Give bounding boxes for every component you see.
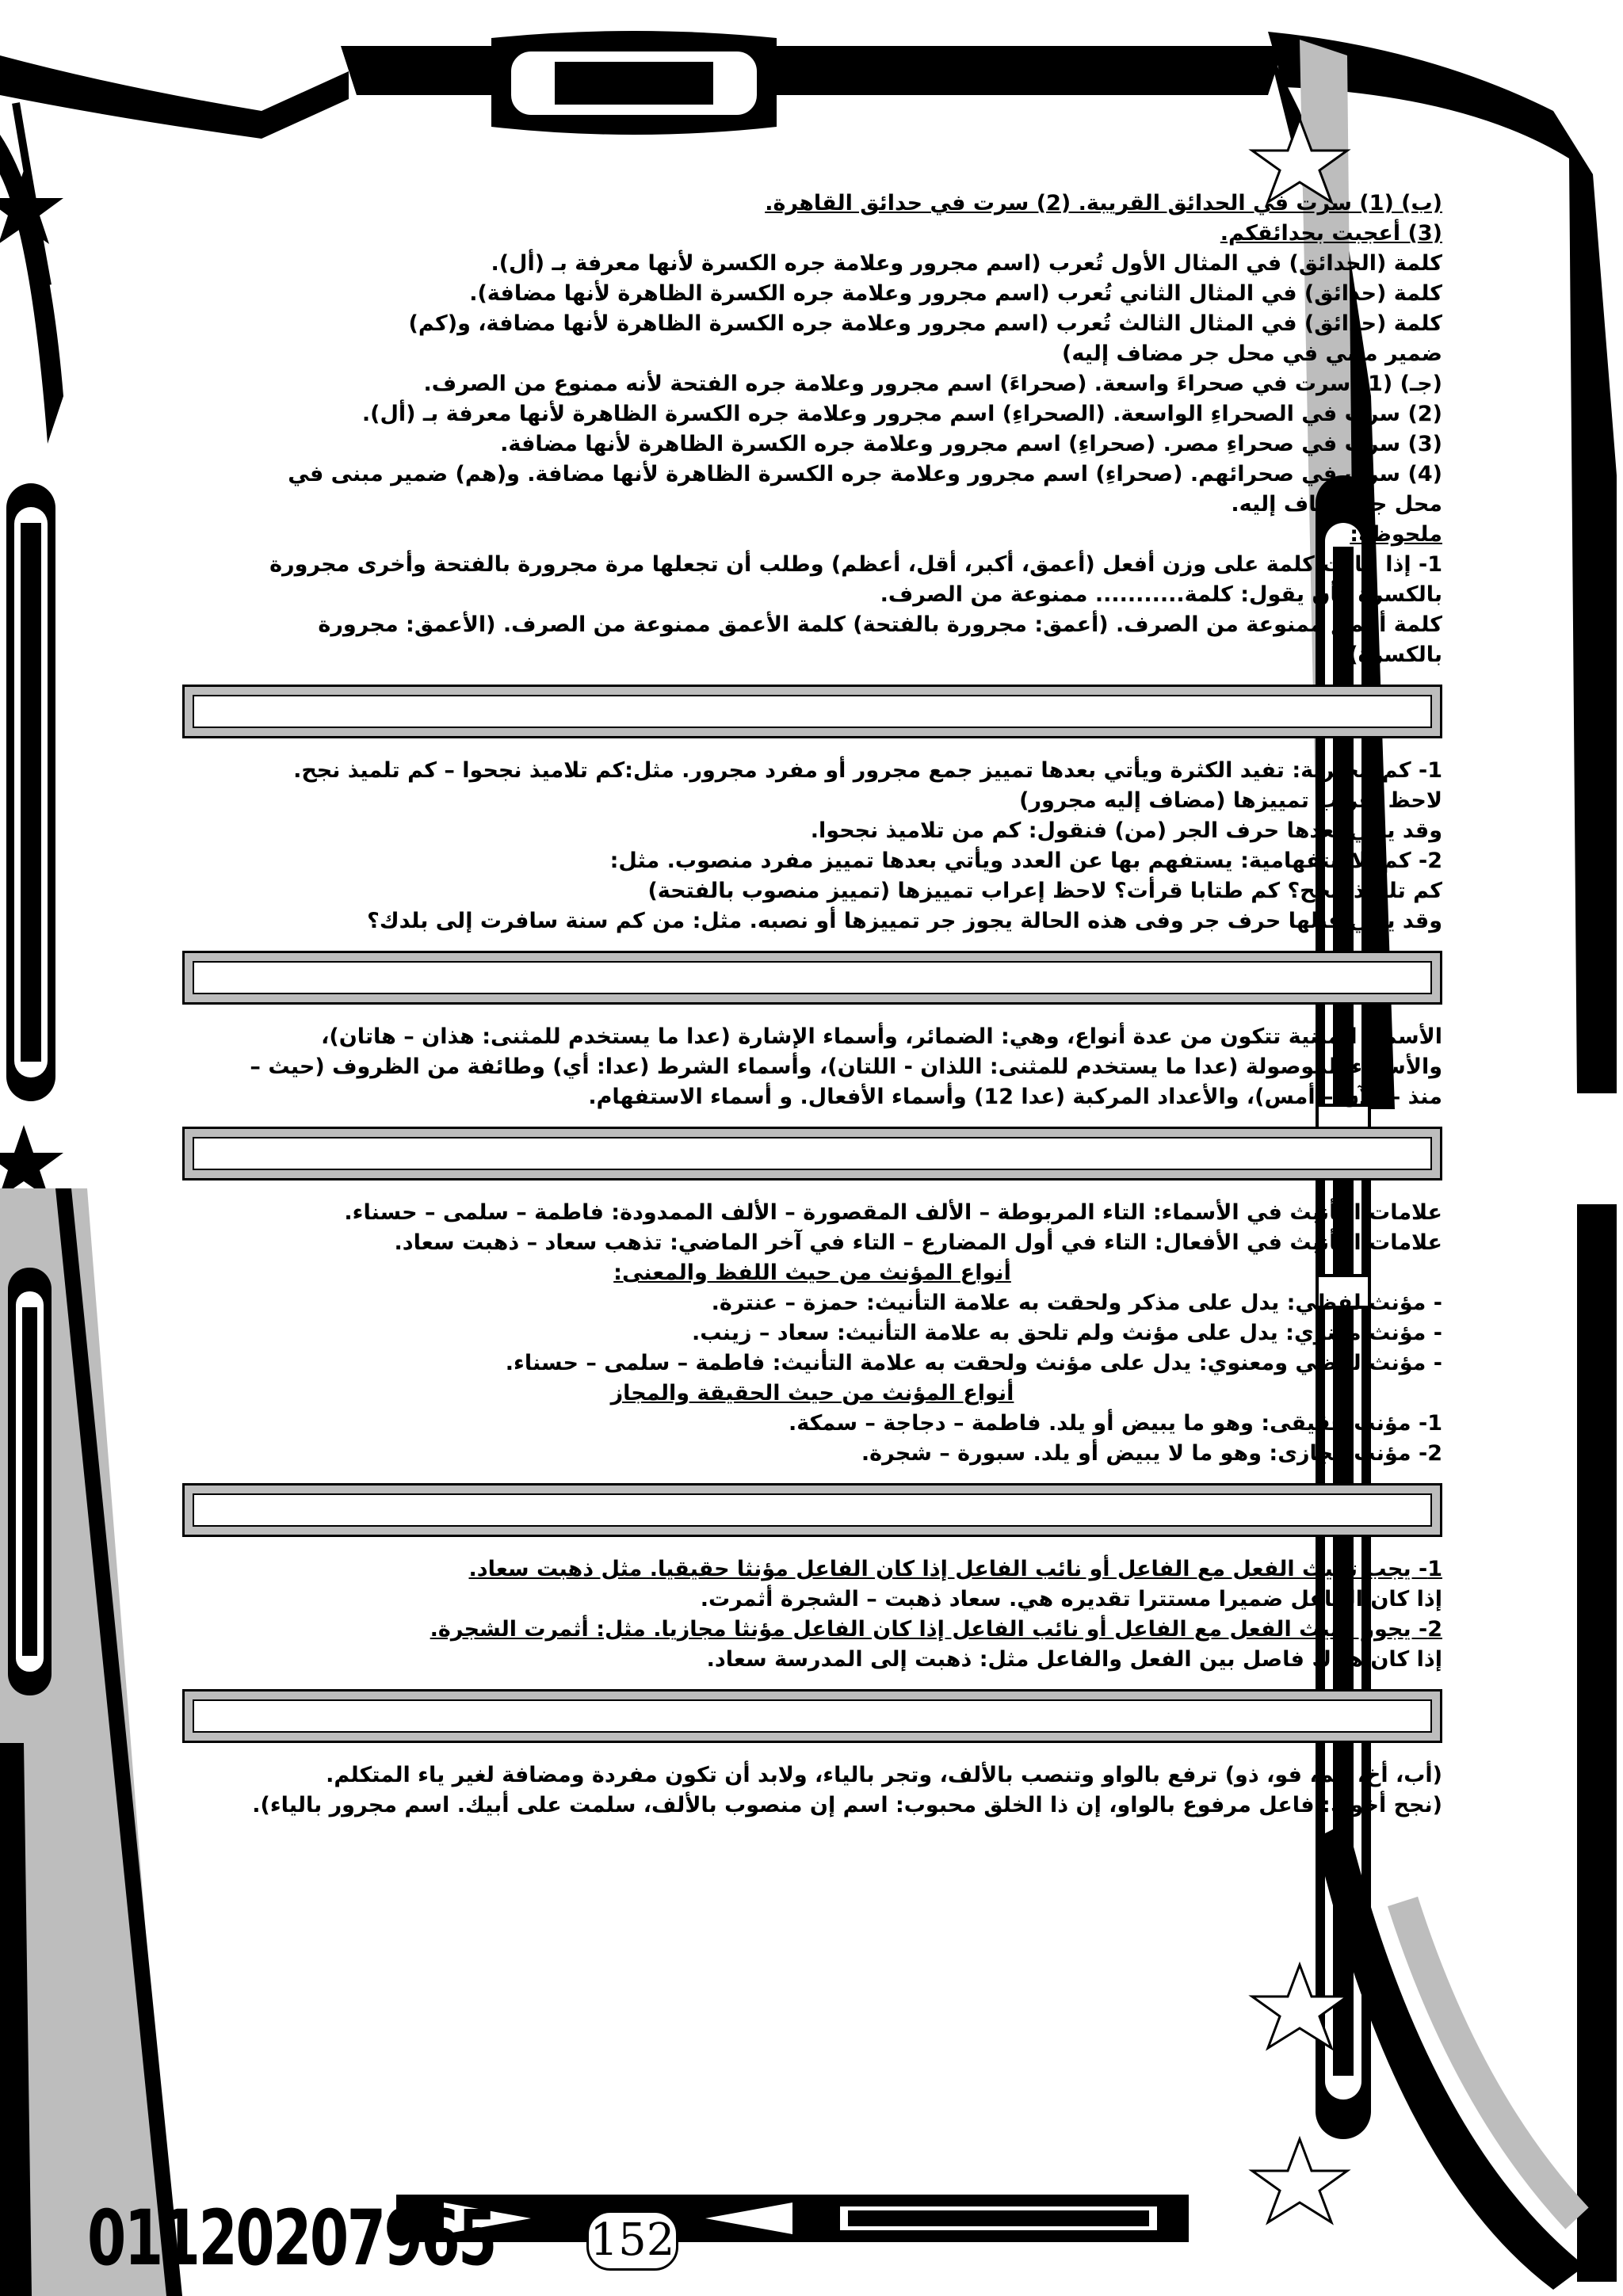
text-line: - مؤنث لفظي: يدل على مذكر ولحقت به علامة التأنيث: حمزة – عنترة. xyxy=(711,1291,1442,1315)
text-line: كلمة (الحدائق) في المثال الأول تُعرب (اسم مجرور وعلامة جره الكسرة لأنها معرفة بـ (أل). xyxy=(491,251,1442,276)
page-number: 152 xyxy=(586,2210,678,2271)
text-line: الأسماء المبنية تتكون من عدة أنواع، وهي: الضمائر، وأسماء الإشارة (عدا ما يستخدم للمثنى: هذان – هاتان)، xyxy=(321,1024,1442,1049)
text-line: - مؤنث لفظي ومعنوي: يدل على مؤنث ولحقت به علامة التأنيث: فاطمة – سلمى – حسناء. xyxy=(505,1351,1442,1375)
text-line: بالكسرة) xyxy=(1348,643,1442,667)
text-line: (4) سرت في صحرائهم. (صحراءِ) اسم مجرور وعلامة جره الكسرة الظاهرة لأنها مضافة. و(هم) ضمير مبنى في xyxy=(288,462,1442,486)
text-line: بالكسرة كأن يقول: كلمة........... ممنوعة من الصرف. xyxy=(880,582,1442,607)
text-line: كم تلميذا نجح؟ كم طتابا قرأت؟ لاحظ إعراب تمييزها (تمييز منصوب بالفتحة) xyxy=(647,879,1442,903)
text-line: 1- إذا جاءت كلمة على وزن أفعل (أعمق، أكبر، أقل، أعظم) وطلب أن تجعلها مرة مجرورة بالفتحة وأخرى مجرورة xyxy=(269,552,1442,577)
text-line: (3) سرت في صحراءِ مصر. (صحراءِ) اسم مجرور وعلامة جره الكسرة الظاهرة لأنها مضافة. xyxy=(500,432,1442,456)
text-line: إذا كان هناك فاصل بين الفعل والفاعل مثل: ذهبت إلى المدرسة سعاد. xyxy=(706,1647,1442,1672)
text-line: منذ – الآن – أمس)، والأعداد المركبة (عدا 12) وأسماء الأفعال. و أسماء الاستفهام. xyxy=(588,1085,1442,1109)
text-line: 1- كم الخبرية: تفيد الكثرة ويأتي بعدها تمييز جمع مجرور أو مفرد مجرور. مثل:كم تلاميذ نجحوا – كم تلميذ نجح. xyxy=(293,758,1442,783)
text-line: وقد يأتي بعدها حرف الجر (من) فنقول: كم من تلاميذ نجحوا. xyxy=(810,818,1442,843)
text-line: كلمة أعمق ممنوعة من الصرف. (أعمق: مجرورة بالفتحة) كلمة الأعمق ممنوعة من الصرف. (الأعمق: مجرورة xyxy=(318,612,1442,637)
text-line: علامات التأنيث في الأسماء: التاء المربوطة – الألف المقصورة – الألف الممدودة: فاطمة – سلمى – حسناء. xyxy=(344,1200,1442,1225)
text-line: 2- مؤنث مجازى: وهو ما لا يبيض أو يلد. سبورة – شجرة. xyxy=(861,1441,1442,1466)
note-heading: ملحوظة: xyxy=(1350,522,1442,547)
section-banner xyxy=(182,951,1442,1005)
text-line: إذا كان الفاعل ضميرا مستترا تقديره هي. سعاد ذهبت – الشجرة أثمرت. xyxy=(700,1587,1442,1611)
text-line: (نجح أخوك: فاعل مرفوع بالواو، إن ذا الخلق محبوب: اسم إن منصوب بالألف، سلمت على أبيك. اسم مجرور بالياء). xyxy=(252,1793,1442,1817)
text-line: 2- كم الاستفهامية: يستفهم بها عن العدد ويأتي بعدها تمييز مفرد منصوب. مثل: xyxy=(609,849,1442,873)
subheading: أنواع المؤنث من حيث الحقيقة والمجاز xyxy=(610,1381,1014,1405)
text-line: (أب، أخ، حم، فو، ذو) ترفع بالواو وتنصب بالألف، وتجر بالياء، ولابد أن تكون مفردة ومضافة لغير ياء المتكلم. xyxy=(326,1763,1442,1787)
section-banner xyxy=(182,1483,1442,1537)
section-banner xyxy=(182,1689,1442,1743)
text-line: علامات التأنيث في الأفعال: التاء في أول المضارع – التاء في آخر الماضي: تذهب سعاد – ذهبت سعاد. xyxy=(394,1230,1442,1255)
text-line: 2- يجوز تأنيث الفعل مع الفاعل أو نائب الفاعل إذا كان الفاعل مؤنثا مجازيا. مثل: أثمرت الشجرة. xyxy=(430,1617,1442,1642)
section-banner xyxy=(182,685,1442,738)
section-banner xyxy=(182,1127,1442,1180)
page-content xyxy=(182,189,1442,1821)
text-line: (2) سرت في الصحراءِ الواسعة. (الصحراءِ) اسم مجرور وعلامة جره الكسرة الظاهرة لأنها معرفة بـ (أل). xyxy=(361,402,1442,426)
text-line: ضمير مبني في محل جر مضاف إليه) xyxy=(1062,341,1442,366)
text-line: كلمة (حدائق) في المثال الثاني تُعرب (اسم مجرور وعلامة جره الكسرة الظاهرة لأنها مضافة). xyxy=(469,281,1442,306)
text-line: كلمة (حدائق) في المثال الثالث تُعرب (اسم مجرور وعلامة جره الكسرة الظاهرة لأنها مضافة، و(كم) xyxy=(408,311,1442,336)
text-line: (جـ) (1) سرت في صحراءَ واسعة. (صحراءَ) اسم مجرور وعلامة جره الفتحة لأنه ممنوع من الصرف. xyxy=(423,372,1442,396)
text-line: وقد يأتي قبلها حرف جر وفى هذه الحالة يجوز جر تمييزها أو نصبه. مثل: من كم سنة سافرت إلى بلدك؟ xyxy=(367,909,1442,933)
text-line: لاحظ إعراب تمييزها (مضاف إليه مجرور) xyxy=(1019,788,1442,813)
text-line: 1- مؤنث حقيقى: وهو ما يبيض أو يلد. فاطمة – دجاجة – سمكة. xyxy=(789,1411,1442,1436)
text-line: والأسماء الموصولة (عدا ما يستخدم للمثنى: اللذان - اللتان)، وأسماء الشرط (عدا: أي) وطائفة من الظروف (حيث – xyxy=(250,1055,1442,1079)
phone-number: 01120207965 xyxy=(87,2194,495,2283)
text-line: 1- يجب تأنيث الفعل مع الفاعل أو نائب الفاعل إذا كان الفاعل مؤنثا حقيقيا. مثل ذهبت سعاد. xyxy=(468,1557,1442,1581)
text-line: (ب) (1) سرت في الحدائق القريبة. (2) سرت في حدائق القاهرة. xyxy=(765,191,1442,215)
text-line: - مؤنث معنوي: يدل على مؤنث ولم تلحق به علامة التأنيث: سعاد – زينب. xyxy=(691,1321,1442,1345)
text-line: (3) أعجبت بحدائقكم. xyxy=(1220,221,1442,246)
text-line: محل جر مضاف إليه. xyxy=(1231,492,1442,517)
subheading: أنواع المؤنث من حيث اللفظ والمعنى: xyxy=(613,1261,1011,1285)
